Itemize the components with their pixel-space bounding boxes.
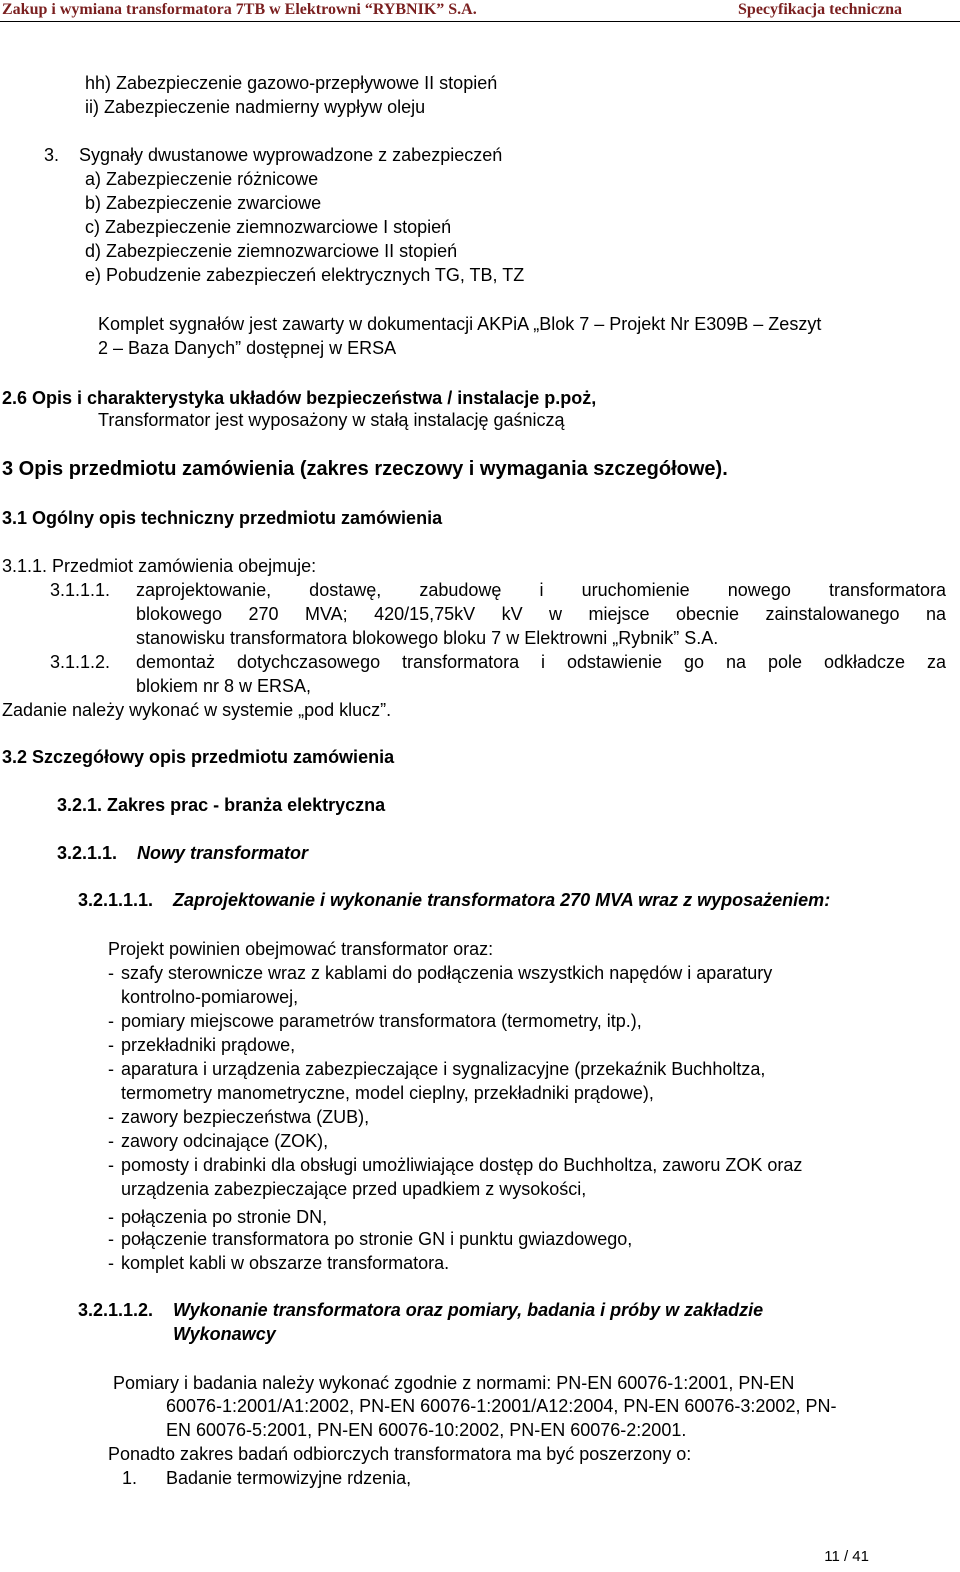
section-heading: 2.6 Opis i charakterystyka układów bezpieczeństwa / instalacje p.poż, xyxy=(2,388,597,408)
section-number: 3.2.1.1.1. xyxy=(78,890,154,910)
section-heading: Zaprojektowanie i wykonanie transformatora 270 MVA wraz z wyposażeniem: xyxy=(173,890,831,910)
komplet-line: 2 – Baza Danych” dostępnej w ERSA xyxy=(98,338,397,358)
list-item: hh) Zabezpieczenie gazowo-przepływowe II stopień xyxy=(85,73,498,93)
list-item: przekładniki prądowe, xyxy=(121,1035,296,1055)
list-item: pomosty i drabinki dla obsługi umożliwiające dostęp do Buchholtza, zaworu ZOK oraz xyxy=(121,1155,803,1175)
paragraph-line: zaprojektowanie, dostawę, zabudowę i uruchomienie nowego transformatora xyxy=(136,580,946,600)
section-heading: Nowy transformator xyxy=(137,843,309,863)
item3-title: Sygnały dwustanowe wyprowadzone z zabezpieczeń xyxy=(79,145,503,165)
list-item: połączenie transformatora po stronie GN i punktu gwiazdowego, xyxy=(121,1229,633,1249)
paragraph-heading: 3.1.1. Przedmiot zamówienia obejmuje: xyxy=(2,556,317,576)
section-heading-cont: Wykonawcy xyxy=(173,1324,276,1344)
komplet-line: Komplet sygnałów jest zawarty w dokumentacji AKPiA „Blok 7 – Projekt Nr E309B – Zeszyt xyxy=(98,314,822,334)
dash-bullet: - xyxy=(108,963,114,983)
paragraph-line: blokiem nr 8 w ERSA, xyxy=(136,676,312,696)
dash-bullet: - xyxy=(108,1059,114,1079)
list-item-cont: termometry manometryczne, model cieplny, przekładniki prądowe), xyxy=(121,1083,654,1103)
list-item: a) Zabezpieczenie różnicowe xyxy=(85,169,319,189)
paragraph-line: demontaż dotychczasowego transformatora i odstawienie go na pole odkładcze za xyxy=(136,652,946,672)
paragraph-line: Pomiary i badania należy wykonać zgodnie z normami: PN-EN 60076-1:2001, PN-EN xyxy=(113,1373,795,1393)
header-doc-type: Specyfikacja techniczna xyxy=(738,1,902,18)
dash-bullet: - xyxy=(108,1107,114,1127)
list-number: 1. xyxy=(122,1468,138,1488)
list-item: c) Zabezpieczenie ziemnozwarciowe I stopień xyxy=(85,217,452,237)
list-item: Badanie termowizyjne rdzenia, xyxy=(166,1468,412,1488)
dash-bullet: - xyxy=(108,1229,114,1249)
list-item: szafy sterownicze wraz z kablami do podłączenia wszystkich napędów i aparatury xyxy=(121,963,773,983)
dash-bullet: - xyxy=(108,1155,114,1175)
paragraph: Ponadto zakres badań odbiorczych transformatora ma być poszerzony o: xyxy=(108,1444,692,1464)
list-item: ii) Zabezpieczenie nadmierny wypływ oleju xyxy=(85,97,426,117)
paragraph-line: blokowego 270 MVA; 420/15,75kV kV w miejsce obecnie zainstalowanego na xyxy=(136,604,946,624)
dash-bullet: - xyxy=(108,1011,114,1031)
list-item: e) Pobudzenie zabezpieczeń elektrycznych TG, TB, TZ xyxy=(85,265,525,285)
list-number: 3. xyxy=(44,145,60,165)
list-item: d) Zabezpieczenie ziemnozwarciowe II stopień xyxy=(85,241,458,261)
list-item: zawory bezpieczeństwa (ZUB), xyxy=(121,1107,370,1127)
paragraph-line: stanowisku transformatora blokowego bloku 7 w Elektrowni „Rybnik” S.A. xyxy=(136,628,719,648)
section-heading: 3.2.1. Zakres prac - branża elektryczna xyxy=(57,795,386,815)
paragraph-line: EN 60076-5:2001, PN-EN 60076-10:2002, PN-EN 60076-2:2001. xyxy=(166,1420,687,1440)
list-item: połączenia po stronie DN, xyxy=(121,1207,328,1227)
section-heading: 3 Opis przedmiotu zamówienia (zakres rzeczowy i wymagania szczegółowe). xyxy=(2,458,728,480)
list-item: b) Zabezpieczenie zwarciowe xyxy=(85,193,322,213)
section-heading: Wykonanie transformatora oraz pomiary, badania i próby w zakładzie xyxy=(173,1300,764,1320)
section-heading: 3.2 Szczegółowy opis przedmiotu zamówienia xyxy=(2,747,395,767)
section-number: 3.2.1.1.2. xyxy=(78,1300,154,1320)
page-number: 11 / 41 xyxy=(824,1548,869,1565)
list-item: aparatura i urządzenia zabezpieczające i sygnalizacyjne (przekaźnik Buchholtza, xyxy=(121,1059,766,1079)
section-heading: 3.1 Ogólny opis techniczny przedmiotu zamówienia xyxy=(2,508,443,528)
dash-bullet: - xyxy=(108,1253,114,1273)
list-item-cont: kontrolno-pomiarowej, xyxy=(121,987,299,1007)
list-number: 3.1.1.1. xyxy=(50,580,111,600)
dash-bullet: - xyxy=(108,1035,114,1055)
paragraph-line: 60076-1:2001/A1:2002, PN-EN 60076-1:2001/A12:2004, PN-EN 60076-3:2002, PN- xyxy=(166,1396,837,1416)
header-title: Zakup i wymiana transformatora 7TB w Elektrowni “RYBNIK” S.A. xyxy=(2,1,477,18)
dash-bullet: - xyxy=(108,1131,114,1151)
section-number: 3.2.1.1. xyxy=(57,843,118,863)
list-item: pomiary miejscowe parametrów transformatora (termometry, itp.), xyxy=(121,1011,642,1031)
paragraph: Zadanie należy wykonać w systemie „pod klucz”. xyxy=(2,700,392,720)
dash-bullet: - xyxy=(108,1207,114,1227)
list-item: zawory odcinające (ZOK), xyxy=(121,1131,329,1151)
section-text: Transformator jest wyposażony w stałą instalację gaśniczą xyxy=(98,410,565,430)
list-item-cont: urządzenia zabezpieczające przed upadkiem z wysokości, xyxy=(121,1179,587,1199)
header-divider xyxy=(0,21,960,22)
list-item: komplet kabli w obszarze transformatora. xyxy=(121,1253,450,1273)
list-number: 3.1.1.2. xyxy=(50,652,111,672)
paragraph: Projekt powinien obejmować transformator oraz: xyxy=(108,939,494,959)
